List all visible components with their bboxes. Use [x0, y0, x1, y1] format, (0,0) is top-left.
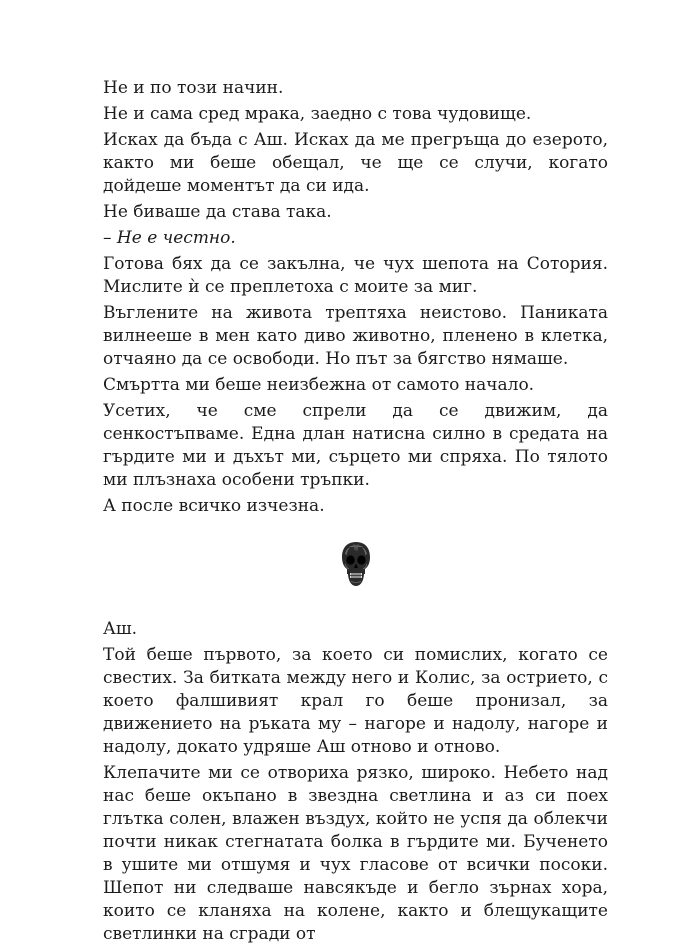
paragraph: Смъртта ми беше неизбежна от самото начало.	[103, 375, 535, 395]
section-break-ornament	[103, 538, 608, 592]
paragraph-italic-dialogue: – Не е честно.	[103, 228, 236, 248]
section-after-break	[103, 618, 608, 946]
paragraph: Той беше първото, за което си помислих, когато се свестих. За битката между него и Колис, за острието, с което фалшивият крал го беше пронизал, за движението на ръката му – нагоре и надолу, нагоре и надолу, докато удряше Аш отново и отново.	[103, 645, 608, 757]
paragraph: Не биваше да става така.	[103, 202, 332, 222]
paragraph: Усетих, че сме спрели да се движим, да сенкостъпваме. Една длан натисна силно в средата на гърдите ми и дъхът ми, сърцето ми спряха. По тялото ми плъзнаха особени тръпки.	[103, 401, 608, 490]
paragraph: Въглените на живота трептяха неистово. Паниката вилнееше в мен като диво животно, пленено в клетка, отчаяно да се освободи. Но път за бягство нямаше.	[103, 303, 608, 369]
skull-icon	[339, 540, 373, 590]
book-page	[103, 77, 608, 946]
section-before-break	[103, 77, 608, 518]
paragraph: Клепачите ми се отвориха рязко, широко. Небето над нас беше окъпано в звездна светлина и аз си поех глътка солен, влажен въздух, който не успя да облекчи почти никак стегнатата болка в гърдите ми. Бученето в ушите ми отшумя и чух гласове от всички посоки. Шепот ни следваше навсякъде и бегло зърнах хора, които се кланяха на колене, както и блещукащите светлинки на сгради от	[103, 763, 608, 944]
paragraph: Готова бях да се закълна, че чух шепота на Сотория. Мислите ѝ се преплетоха с моите за миг.	[103, 254, 608, 297]
paragraph: Исках да бъда с Аш. Исках да ме прегръща до езерото, както ми беше обещал, че ще се случи, когато дойдеше моментът да си ида.	[103, 130, 608, 196]
paragraph: Не и сама сред мрака, заедно с това чудовище.	[103, 104, 532, 124]
paragraph: А после всичко изчезна.	[103, 496, 325, 516]
paragraph: Не и по този начин.	[103, 78, 284, 98]
paragraph: Аш.	[103, 619, 138, 639]
